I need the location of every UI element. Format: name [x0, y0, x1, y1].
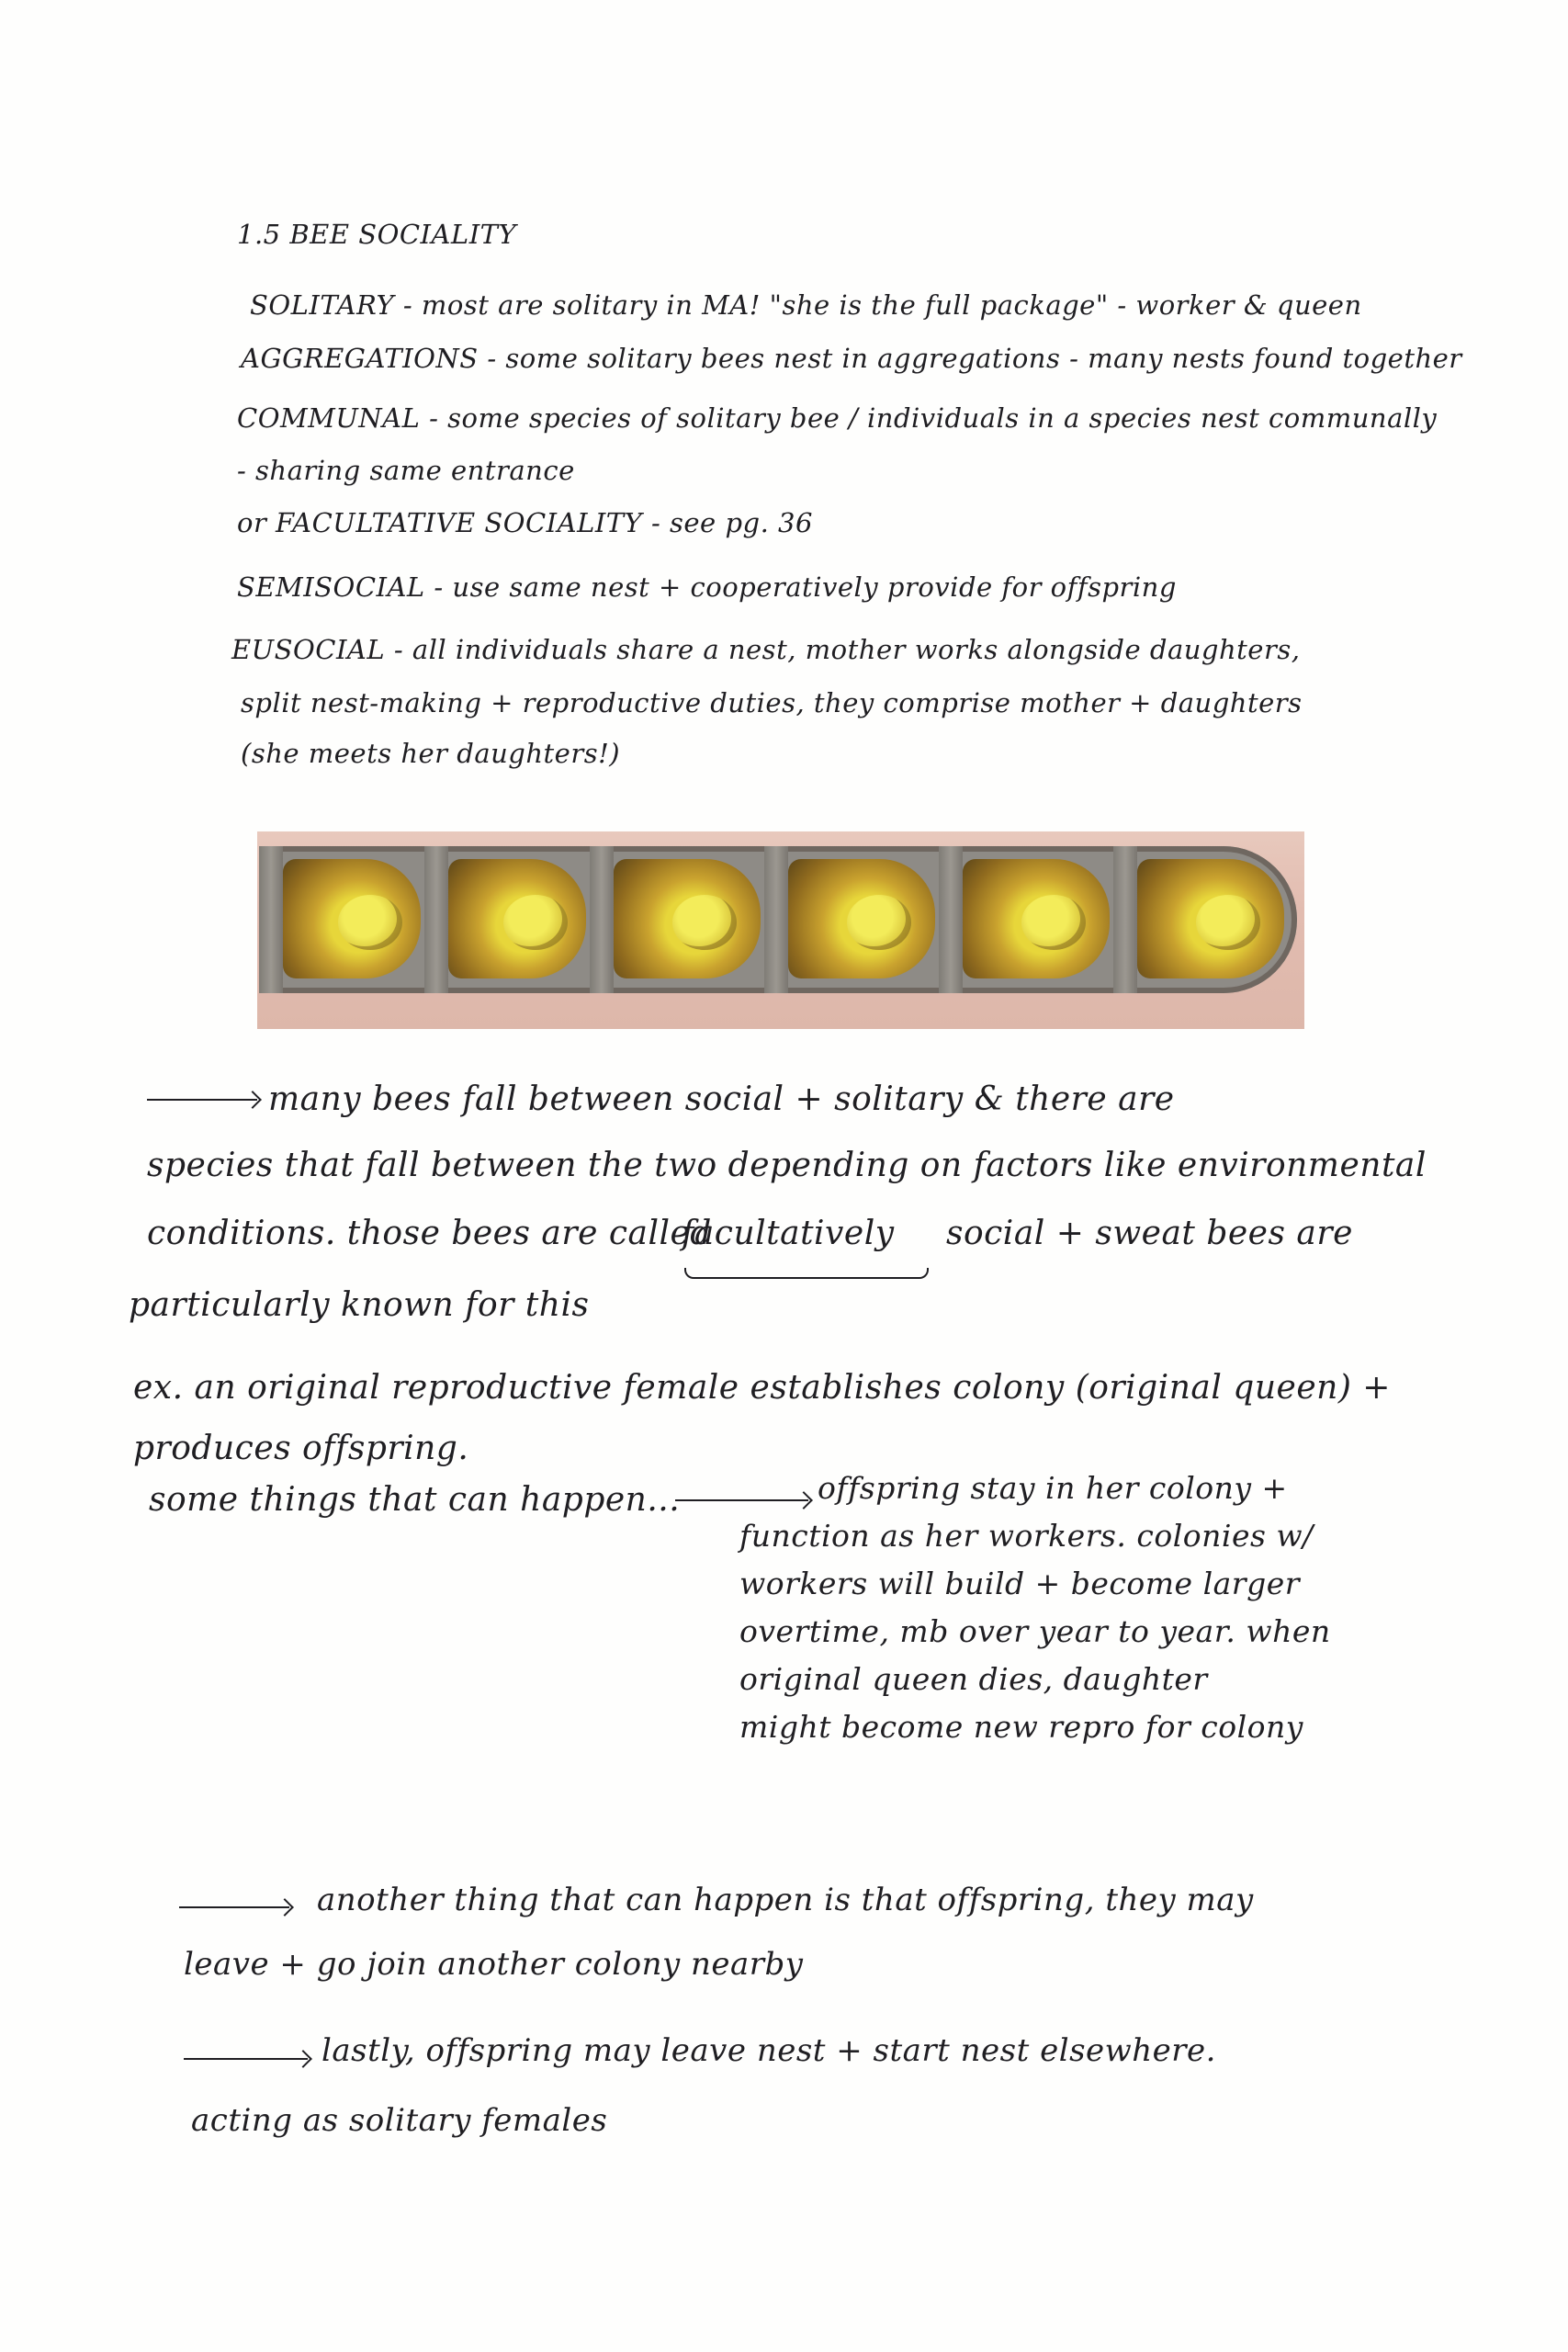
cell-wall	[259, 846, 283, 993]
note-facultative: or FACULTATIVE SOCIALITY - see pg. 36	[237, 507, 813, 538]
larva-cell	[614, 859, 761, 978]
larva	[1021, 895, 1086, 950]
arrow-icon	[675, 1499, 808, 1501]
note-things-happen: some things that can happen...	[149, 1481, 681, 1519]
arrow-icon	[184, 2058, 308, 2060]
larva-cell	[283, 859, 421, 978]
nest-tube	[259, 846, 1297, 993]
note-eusocial-daughters: (she meets her daughters!)	[241, 738, 621, 769]
cell-wall	[590, 846, 614, 993]
note-communal: COMMUNAL - some species of solitary bee / individuals in a species nest communally	[237, 402, 1438, 434]
larva-cell	[788, 859, 935, 978]
note-conditions-a: conditions. those bees are called	[147, 1215, 712, 1252]
note-semisocial: SEMISOCIAL - use same nest + cooperatively provide for offspring	[237, 571, 1177, 603]
branch-line-1: offspring stay in her colony +	[818, 1470, 1288, 1506]
larva-cell	[963, 859, 1110, 978]
cell-wall	[939, 846, 963, 993]
larva	[503, 895, 568, 950]
nest-cells-photo	[257, 831, 1304, 1029]
note-eusocial-cont: split nest-making + reproductive duties, they comprise mother + daughters	[241, 687, 1303, 718]
branch-line-4: overtime, mb over year to year. when	[739, 1613, 1331, 1649]
note-conditions-c: social + sweat bees are	[946, 1215, 1353, 1252]
note-solitary: SOLITARY - most are solitary in MA! "she is the full package" - worker & queen	[250, 289, 1362, 321]
larva-cell	[1137, 859, 1284, 978]
note-eusocial: EUSOCIAL - all individuals share a nest, mother works alongside daughters,	[231, 634, 1301, 665]
note-offspring: produces offspring.	[133, 1430, 469, 1467]
larva	[338, 895, 402, 950]
cell-wall	[764, 846, 788, 993]
note-aggregations: AGGREGATIONS - some solitary bees nest in aggregations - many nests found together	[241, 343, 1462, 374]
branch-line-6: might become new repro for colony	[739, 1709, 1303, 1745]
underline-bracket	[684, 1268, 929, 1279]
note-join-colony: leave + go join another colony nearby	[184, 1946, 804, 1983]
branch-line-3: workers will build + become larger	[739, 1566, 1301, 1601]
note-species: species that fall between the two depending on factors like environmental	[147, 1147, 1427, 1184]
note-between: many bees fall between social + solitary & there are	[268, 1080, 1175, 1118]
larva	[847, 895, 911, 950]
larva	[1196, 895, 1260, 950]
arrow-icon	[147, 1099, 257, 1101]
note-communal-cont: - sharing same entrance	[237, 455, 575, 486]
branch-line-5: original queen dies, daughter	[739, 1661, 1208, 1697]
note-facultatively: facultatively	[682, 1215, 895, 1252]
note-another-thing: another thing that can happen is that offspring, they may	[317, 1882, 1254, 1918]
larva	[672, 895, 737, 950]
section-title: 1.5 BEE SOCIALITY	[237, 219, 517, 250]
larva-cell	[448, 859, 586, 978]
cell-wall	[1113, 846, 1137, 993]
cell-wall	[424, 846, 448, 993]
arrow-icon	[179, 1906, 289, 1908]
branch-line-2: function as her workers. colonies w/	[739, 1518, 1314, 1554]
note-lastly: lastly, offspring may leave nest + start nest elsewhere.	[321, 2032, 1216, 2069]
note-particularly: particularly known for this	[129, 1286, 590, 1324]
note-example: ex. an original reproductive female establishes colony (original queen) +	[133, 1369, 1391, 1407]
note-solitary-females: acting as solitary females	[191, 2102, 608, 2139]
